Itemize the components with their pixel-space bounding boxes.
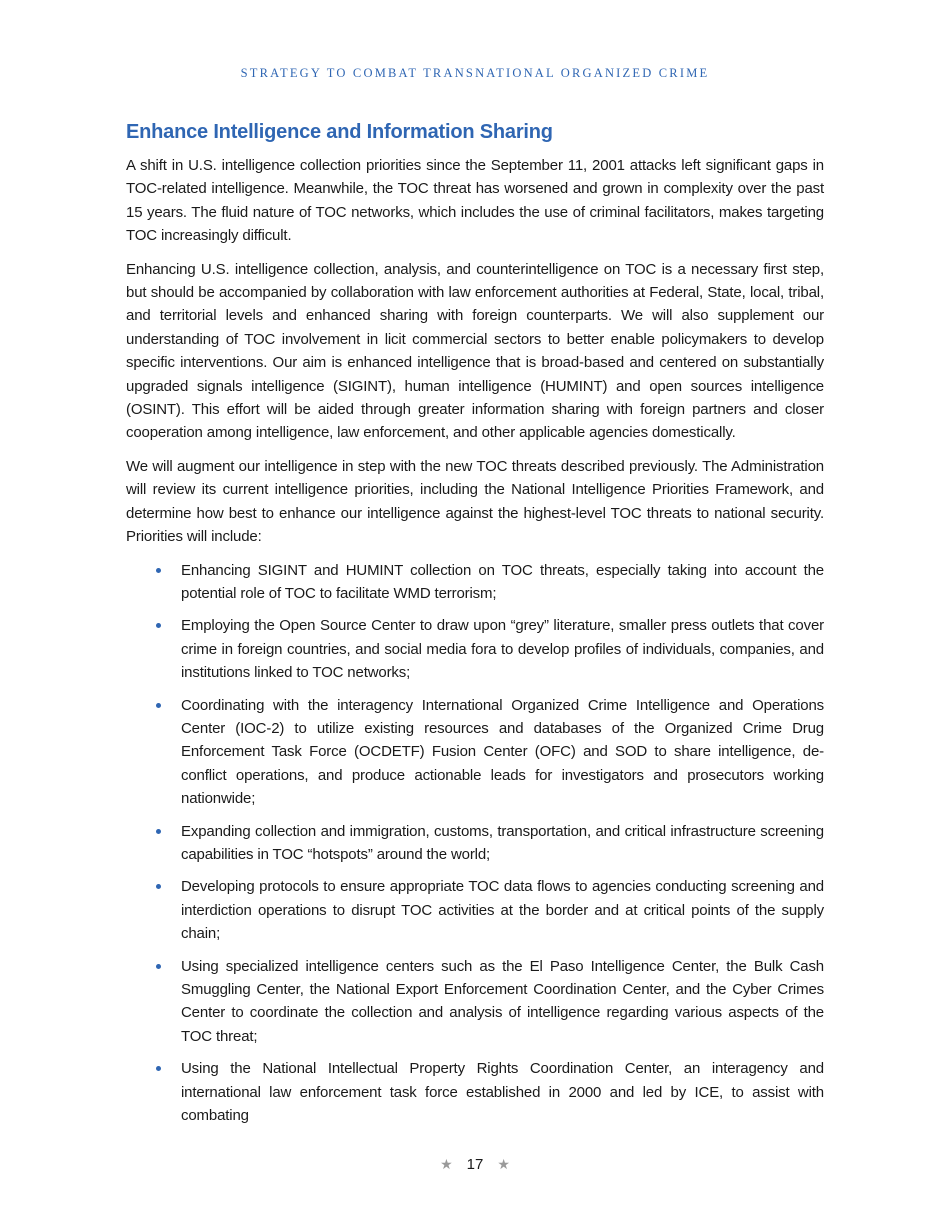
bullet-icon — [156, 1066, 161, 1071]
list-item-text: Coordinating with the interagency International Organized Crime Intelligence and Operations Center (IOC-2) to utilize existing resources and databases of the Organized Crime Drug Enforcement Task Force (OCDETF) Fusion Center (OFC) and SOD to share intelligence, de-conflict operations, and produce actionable leads for investigators and prosecutors working nationwide; — [181, 696, 824, 808]
page-content — [126, 121, 824, 1136]
bullet-icon — [156, 829, 161, 834]
list-item-text: Using specialized intelligence centers such as the El Paso Intelligence Center, the Bulk Cash Smuggling Center, the National Export Enforcement Coordination Center, and the Cyber Crimes Center to coordinate the collection and analysis of intelligence regarding various aspects of the TOC threat; — [181, 957, 824, 1045]
page-number: 17 — [466, 1156, 484, 1173]
paragraph-3: We will augment our intelligence in step with the new TOC threats described previously. The Administration will review its current intelligence priorities, including the National Intelligence Priorities Framework, and determine how best to enhance our intelligence against the highest-level TOC threats to national security. Priorities will include: — [126, 457, 824, 546]
running-header: STRATEGY TO COMBAT TRANSNATIONAL ORGANIZED CRIME — [240, 66, 710, 80]
list-item — [126, 875, 824, 945]
bullet-icon — [156, 964, 161, 969]
bullet-icon — [156, 703, 161, 708]
list-item — [126, 955, 824, 1049]
section-heading: Enhance Intelligence and Information Sharing — [126, 121, 553, 143]
list-item-text: Developing protocols to ensure appropriate TOC data flows to agencies conducting screening and interdiction operations to disrupt TOC activities at the border and at critical points of the supply chain; — [181, 878, 824, 943]
list-item — [126, 559, 824, 606]
bullet-icon — [156, 568, 161, 573]
page-footer — [0, 1156, 950, 1173]
star-icon: ★ — [440, 1156, 453, 1172]
paragraph-2: Enhancing U.S. intelligence collection, analysis, and counterintelligence on TOC is a necessary first step, but should be accompanied by collaboration with law enforcement authorities at Federal, State, local, tribal, and territorial levels and enhanced sharing with foreign counterparts. We will also supplement our understanding of TOC involvement in licit commercial sectors to better enable policymakers to develop specific interventions. Our aim is enhanced intelligence that is broad-based and centered on substantially upgraded signals intelligence (SIGINT), human intelligence (HUMINT) and open sources intelligence (OSINT). This effort will be aided through greater information sharing with foreign partners and closer cooperation among intelligence, law enforcement, and other applicable agencies domestically. — [126, 260, 824, 442]
bullet-icon — [156, 884, 161, 889]
list-item-text: Enhancing SIGINT and HUMINT collection on TOC threats, especially taking into account the potential role of TOC to facilitate WMD terrorism; — [181, 561, 824, 602]
priorities-list — [126, 559, 824, 1128]
list-item — [126, 1057, 824, 1127]
list-item — [126, 820, 824, 867]
list-item — [126, 694, 824, 811]
star-icon: ★ — [497, 1156, 510, 1172]
list-item-text: Expanding collection and immigration, customs, transportation, and critical infrastructure screening capabilities in TOC “hotspots” around the world; — [181, 822, 824, 863]
list-item — [126, 614, 824, 684]
list-item-text: Employing the Open Source Center to draw upon “grey” literature, smaller press outlets that cover crime in foreign countries, and social media fora to develop profiles of individuals, companies, and institutions linked to TOC networks; — [181, 617, 824, 682]
paragraph-1: A shift in U.S. intelligence collection priorities since the September 11, 2001 attacks left significant gaps in TOC-related intelligence. Meanwhile, the TOC threat has worsened and grown in complexity over the past 15 years. The fluid nature of TOC networks, which includes the use of criminal facilitators, makes targeting TOC increasingly difficult. — [126, 157, 824, 245]
list-item-text: Using the National Intellectual Property Rights Coordination Center, an interagency and international law enforcement task force established in 2000 and led by ICE, to assist with combating — [181, 1060, 824, 1125]
bullet-icon — [156, 623, 161, 628]
